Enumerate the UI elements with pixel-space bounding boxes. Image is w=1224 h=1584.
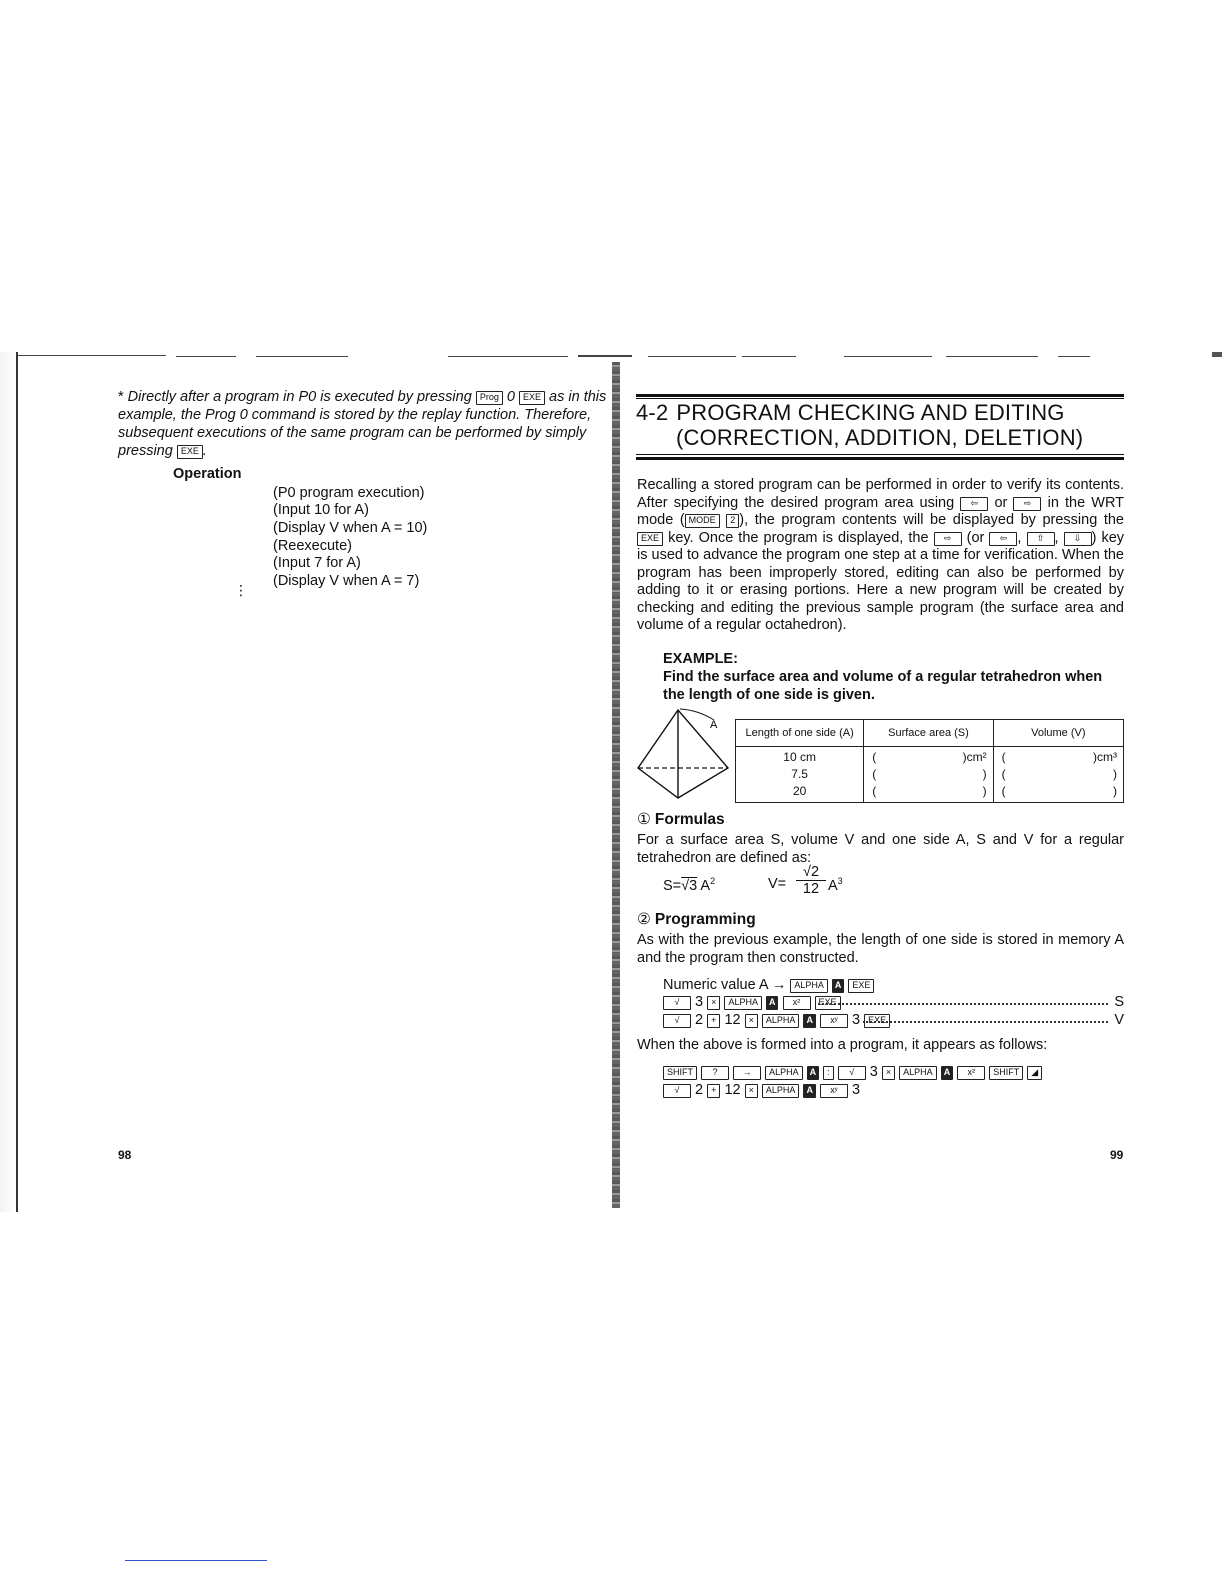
right-cursor-key: ⇨ xyxy=(934,532,962,546)
a-key: A xyxy=(832,979,845,993)
note-text-3: as in this example, the Prog 0 command is stored by the replay function. Therefore, subsequent executions of the same program can be performed by simply pressing xyxy=(118,389,607,459)
scan-line xyxy=(648,356,736,357)
exe-key: EXE xyxy=(519,391,545,405)
section-number: 4-2 xyxy=(636,400,669,425)
intro-text: , xyxy=(1054,529,1059,546)
alpha-key: ALPHA xyxy=(762,1014,800,1028)
square-key: x² xyxy=(783,996,811,1010)
note-text-1: Directly after a program in P0 is executed by pressing xyxy=(127,389,472,405)
v-numerator: √2 xyxy=(796,864,826,881)
sqrt-key: √ xyxy=(838,1066,866,1080)
scan-line xyxy=(448,356,568,357)
shift-key: SHIFT xyxy=(989,1066,1023,1080)
scan-line xyxy=(1058,356,1090,357)
seq-number: 12 xyxy=(724,1012,741,1028)
seq-number: 2 xyxy=(695,1012,704,1028)
volume-answer xyxy=(994,766,1123,783)
sqrt-key: √ xyxy=(663,1014,691,1028)
values-table xyxy=(735,719,1124,803)
surface-formula xyxy=(663,876,715,894)
close-paren: ) xyxy=(982,784,987,798)
programming-title: Programming xyxy=(654,911,756,928)
down-cursor-key: ⇩ xyxy=(1064,532,1092,546)
title-rule-bottom-thin xyxy=(636,454,1124,455)
scan-line xyxy=(946,356,1038,357)
seq-number: 3 xyxy=(852,1082,861,1098)
exe-key: EXE xyxy=(815,996,841,1010)
question-key: ? xyxy=(701,1066,729,1080)
volume-fraction xyxy=(796,864,826,897)
seq-number: 12 xyxy=(724,1082,741,1098)
section-title xyxy=(636,400,1124,450)
close-paren: ) xyxy=(1113,784,1117,798)
mode-key: MODE xyxy=(685,514,720,528)
side-value: 7.5 xyxy=(791,767,808,781)
open-paren: ( xyxy=(1001,750,1006,764)
left-cursor-key: ⇦ xyxy=(960,497,988,511)
note-text-2: 0 xyxy=(506,389,515,405)
intro-text: or xyxy=(994,494,1008,511)
side-value: 20 xyxy=(792,784,807,798)
exe-key: EXE xyxy=(848,979,874,993)
open-paren: ( xyxy=(1001,767,1006,781)
a-key: A xyxy=(807,1066,820,1080)
alpha-key: ALPHA xyxy=(724,996,762,1010)
formulas-heading xyxy=(637,810,725,829)
programming-marker: ② xyxy=(637,911,651,928)
note-text-4: . xyxy=(202,443,207,459)
intro-text: ), the program contents will be displayed by pressing the xyxy=(739,512,1124,528)
a-key: A xyxy=(941,1066,954,1080)
square-key: x² xyxy=(957,1066,985,1080)
surface-answer xyxy=(864,766,992,783)
bottom-blue-line xyxy=(125,1560,267,1561)
scan-line xyxy=(176,356,236,357)
program-form-text: When the above is formed into a program, it appears as follows: xyxy=(637,1037,1048,1053)
table-body-row xyxy=(736,747,1124,803)
surface-answer xyxy=(864,749,992,766)
a-key: A xyxy=(803,1014,816,1028)
table-header: Surface area (S) xyxy=(864,720,993,747)
close-paren: )cm³ xyxy=(1093,750,1117,764)
table-header: Length of one side (A) xyxy=(736,720,864,747)
numeric-input-line xyxy=(663,976,874,994)
seq-number: 3 xyxy=(852,1012,861,1028)
continuation-dots: ⋮ xyxy=(234,582,248,598)
program-line-1 xyxy=(663,1063,1042,1081)
page-number-right: 99 xyxy=(1110,1148,1124,1162)
two-key: 2 xyxy=(726,514,739,528)
intro-text: , xyxy=(1017,529,1022,546)
result-s: S xyxy=(1114,994,1124,1010)
intro-text: key. Once the program is displayed, the xyxy=(668,529,929,546)
side-values xyxy=(736,747,864,803)
volume-keys-line xyxy=(663,1011,1124,1029)
intro-text: in the WRT mode ( xyxy=(637,494,1125,528)
alpha-key: ALPHA xyxy=(899,1066,937,1080)
colon-key: : xyxy=(823,1066,834,1080)
alpha-key: ALPHA xyxy=(762,1084,800,1098)
volume-answer xyxy=(994,783,1123,800)
v-exp: 3 xyxy=(837,876,843,886)
scan-line xyxy=(18,355,166,356)
s-lhs: S= xyxy=(663,878,682,894)
close-paren: ) xyxy=(1113,767,1117,781)
operation-desc: (Display V when A = 7) xyxy=(273,573,420,589)
scan-line xyxy=(742,356,796,357)
open-paren: ( xyxy=(872,784,877,798)
scan-line xyxy=(844,356,932,357)
open-paren: ( xyxy=(1001,784,1006,798)
divide-key: + xyxy=(707,1084,720,1098)
leader-dots xyxy=(818,993,1108,1005)
multiply-key: × xyxy=(745,1014,758,1028)
a-key: A xyxy=(766,996,779,1010)
operation-desc: (Reexecute) xyxy=(273,538,352,554)
power-key: xʸ xyxy=(820,1084,848,1098)
alpha-key: ALPHA xyxy=(765,1066,803,1080)
multiply-key: × xyxy=(707,996,720,1010)
operation-title: Operation xyxy=(173,466,242,482)
left-cursor-key: ⇦ xyxy=(989,532,1017,546)
programming-text: As with the previous example, the length of one side is stored in memory A and the program then constructed. xyxy=(637,932,1124,966)
formulas-text: For a surface area S, volume V and one side A, S and V for a regular tetrahedron are defined as: xyxy=(637,832,1124,866)
title-rule-top-thin xyxy=(636,398,1124,399)
leader-dots xyxy=(863,1011,1108,1023)
open-paren: ( xyxy=(872,750,877,764)
scan-left-border xyxy=(0,352,18,1212)
section-title-line-1: PROGRAM CHECKING AND EDITING xyxy=(676,400,1065,425)
volume-answer xyxy=(994,749,1123,766)
right-cursor-key: ⇨ xyxy=(1013,497,1041,511)
section-title-line-2: (CORRECTION, ADDITION, DELETION) xyxy=(676,425,1084,450)
intro-text: Recalling a stored program can be performed in order to verify its contents. After specifying the desired program area using xyxy=(637,477,1124,511)
s-exp: 2 xyxy=(710,876,716,886)
close-paren: )cm² xyxy=(962,750,987,764)
prog-key: Prog xyxy=(476,391,503,405)
title-rule-top xyxy=(636,394,1124,397)
seq-number: 3 xyxy=(695,994,704,1010)
divide-key: + xyxy=(707,1014,720,1028)
program-line-2 xyxy=(663,1081,860,1099)
intro-text: ) xyxy=(1091,529,1097,546)
book-spine xyxy=(612,362,620,1208)
shift-key: SHIFT xyxy=(663,1066,697,1080)
operation-desc: (Input 7 for A) xyxy=(273,555,361,571)
example-label: EXAMPLE: xyxy=(663,651,738,667)
exe-key: EXE xyxy=(864,1014,890,1028)
formulas-title: Formulas xyxy=(654,811,725,828)
example-block xyxy=(663,650,1124,704)
scan-line xyxy=(256,356,348,357)
note-asterisk: * xyxy=(118,389,124,405)
scan-line xyxy=(578,355,632,357)
programming-heading xyxy=(637,910,756,929)
surface-keys-line xyxy=(663,993,1124,1011)
side-a-label: A xyxy=(710,719,718,731)
multiply-key: × xyxy=(882,1066,895,1080)
assign-arrow: → xyxy=(771,977,787,993)
surface-values xyxy=(864,747,993,803)
up-cursor-key: ⇧ xyxy=(1027,532,1055,546)
replay-note xyxy=(118,388,608,460)
volume-formula-lhs: V= xyxy=(768,876,787,892)
page-number-left: 98 xyxy=(118,1148,132,1162)
sqrt3: √3 xyxy=(681,878,698,894)
table-header-row xyxy=(736,720,1124,747)
scan-right-mark xyxy=(1212,352,1222,357)
alpha-key: ALPHA xyxy=(790,979,828,993)
v-denominator: 12 xyxy=(802,881,820,897)
surface-answer xyxy=(864,783,992,800)
intro-text: key is used to advance the program one step at a time for verification. When the program has been improperly stored, editing can also be performed by adding to it or erasing portions. Here a new program will be created by checking and editing the previous sample program (the surface area and volume of a regular octahedron). xyxy=(637,529,1125,633)
result-v: V xyxy=(1114,1012,1124,1028)
v-var: A xyxy=(828,878,838,894)
tetrahedron-diagram xyxy=(636,706,736,802)
side-value: 10 cm xyxy=(783,750,816,764)
operation-desc: (P0 program execution) xyxy=(273,485,425,501)
power-key: xʸ xyxy=(820,1014,848,1028)
exe-key: EXE xyxy=(177,445,203,459)
volume-values xyxy=(993,747,1123,803)
sqrt-key: √ xyxy=(663,1084,691,1098)
intro-text: (or xyxy=(966,529,985,546)
operation-desc: (Display V when A = 10) xyxy=(273,520,428,536)
exe-key: EXE xyxy=(637,532,663,546)
numeric-label: Numeric value A xyxy=(663,977,768,993)
formulas-marker: ① xyxy=(637,811,651,828)
intro-paragraph xyxy=(637,477,1124,635)
volume-formula-var xyxy=(828,876,843,894)
s-var: A xyxy=(700,878,711,894)
seq-number: 2 xyxy=(695,1082,704,1098)
close-paren: ) xyxy=(982,767,987,781)
display-key: ◢ xyxy=(1027,1066,1042,1080)
multiply-key: × xyxy=(745,1084,758,1098)
open-paren: ( xyxy=(872,767,877,781)
seq-number: 3 xyxy=(869,1064,878,1080)
table-header: Volume (V) xyxy=(993,720,1123,747)
operation-desc: (Input 10 for A) xyxy=(273,502,369,518)
assign-key: → xyxy=(733,1066,761,1080)
example-text: Find the surface area and volume of a regular tetrahedron when the length of one side is given. xyxy=(663,669,1103,703)
title-rule-bottom xyxy=(636,457,1124,460)
sqrt-key: √ xyxy=(663,996,691,1010)
a-key: A xyxy=(803,1084,816,1098)
